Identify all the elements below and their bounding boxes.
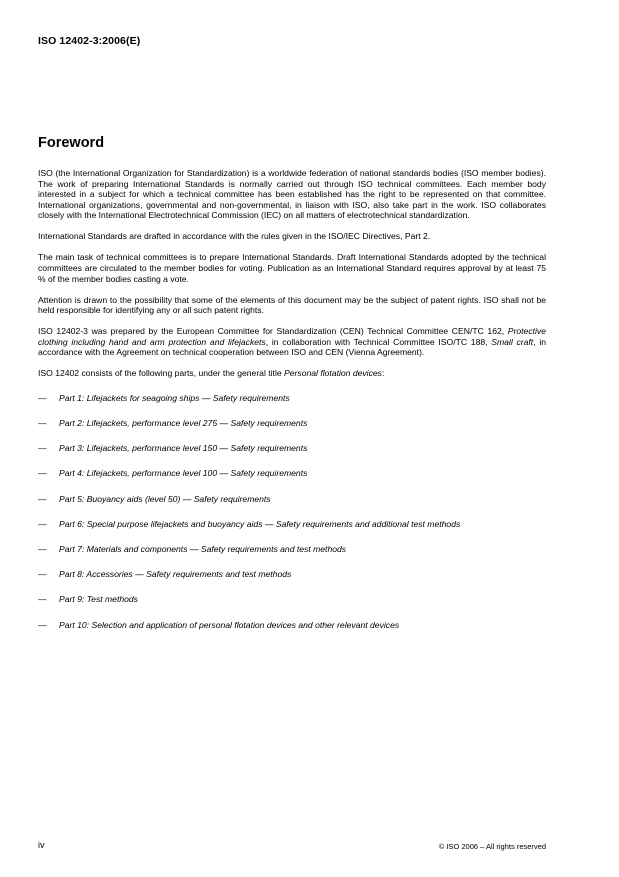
paragraph-iso-intro: ISO (the International Organization for Standardization) is a worldwide federation of national standards bodies (ISO member bodies). The work of preparing International Standards is normally carried out through ISO technical committees. Each member body interested in a subject for which a technical committee has been established has the right to be represented on that committee. International organizations, governmental and non-governmental, in liaison with ISO, also take part in the work. ISO collaborates closely with the International Electrotechnical Commission (IEC) on all matters of electrotechnical standardization. [38,168,546,221]
parts-list [38,393,546,645]
list-dash: — [38,443,47,454]
list-dash: — [38,619,47,630]
general-title: Personal flotation devices [284,368,382,379]
list-item-text: Part 10: Selection and application of personal flotation devices and other relevant devices [59,619,400,630]
paragraph-parts-intro [38,368,546,379]
list-item [38,393,546,418]
list-item [38,519,546,544]
list-dash: — [38,518,47,529]
parts-intro-text: ISO 12402 consists of the following parts, under the general title [38,368,285,379]
document-id: ISO 12402-3:2006(E) [38,35,141,47]
list-dash: — [38,569,47,580]
page-title: Foreword [38,135,105,151]
paragraph-directives: International Standards are drafted in accordance with the rules given in the ISO/IEC Directives, Part 2. [38,231,431,242]
list-item [38,443,546,468]
prepared-by-text-3: , in accordance with the Agreement on technical cooperation between ISO and CEN (Vienna Agreement). [38,336,547,358]
paragraph-prepared-by [38,326,546,358]
list-dash: — [38,594,47,605]
committee-title-cen: Protective clothing including hand and arm protection and lifejackets [38,326,546,347]
list-item [38,468,546,493]
list-item-text: Part 1: Lifejackets for seagoing ships — Safety requirements [59,392,290,403]
list-item [38,544,546,569]
list-item-text: Part 7: Materials and components — Safety requirements and test methods [59,543,347,554]
list-item [38,494,546,519]
list-dash: — [38,392,47,403]
list-dash: — [38,468,47,479]
list-item-text: Part 3: Lifejackets, performance level 150 — Safety requirements [59,443,308,454]
foreword-body [38,168,546,645]
list-item-text: Part 5: Buoyancy aids (level 50) — Safety requirements [59,493,271,504]
copyright-notice: © ISO 2006 – All rights reserved [438,842,546,851]
list-dash: — [38,493,47,504]
list-item-text: Part 6: Special purpose lifejackets and buoyancy aids — Safety requirements and additional test methods [59,518,461,529]
committee-title-iso: Small craft [491,336,534,347]
prepared-by-text-1: ISO 12402-3 was prepared by the European Committee for Standardization (CEN) Technical Committee CEN/TC 162, [38,326,508,337]
list-dash: — [38,418,47,429]
list-item-text: Part 8: Accessories — Safety requirements and test methods [59,569,292,580]
parts-intro-end: : [381,368,385,379]
list-item [38,620,546,645]
paragraph-patent-rights: Attention is drawn to the possibility that some of the elements of this document may be the subject of patent rights. ISO shall not be held responsible for identifying any or all such patent rights. [38,294,546,316]
list-item [38,418,546,443]
list-item-text: Part 4: Lifejackets, performance level 100 — Safety requirements [59,468,308,479]
list-item-text: Part 9: Test methods [59,594,138,605]
list-item-text: Part 2: Lifejackets, performance level 275 — Safety requirements [59,418,308,429]
list-dash: — [38,543,47,554]
page-number: iv [38,840,45,850]
paragraph-main-task: The main task of technical committees is to prepare International Standards. Draft International Standards adopted by the technical committees are circulated to the member bodies for voting. Publication as an International Standard requires approval by at least 75 % of the member bodies casting a vote. [38,252,546,284]
list-item [38,594,546,619]
list-item [38,569,546,594]
prepared-by-text-2: , in collaboration with Technical Committee ISO/TC 188, [265,336,492,347]
